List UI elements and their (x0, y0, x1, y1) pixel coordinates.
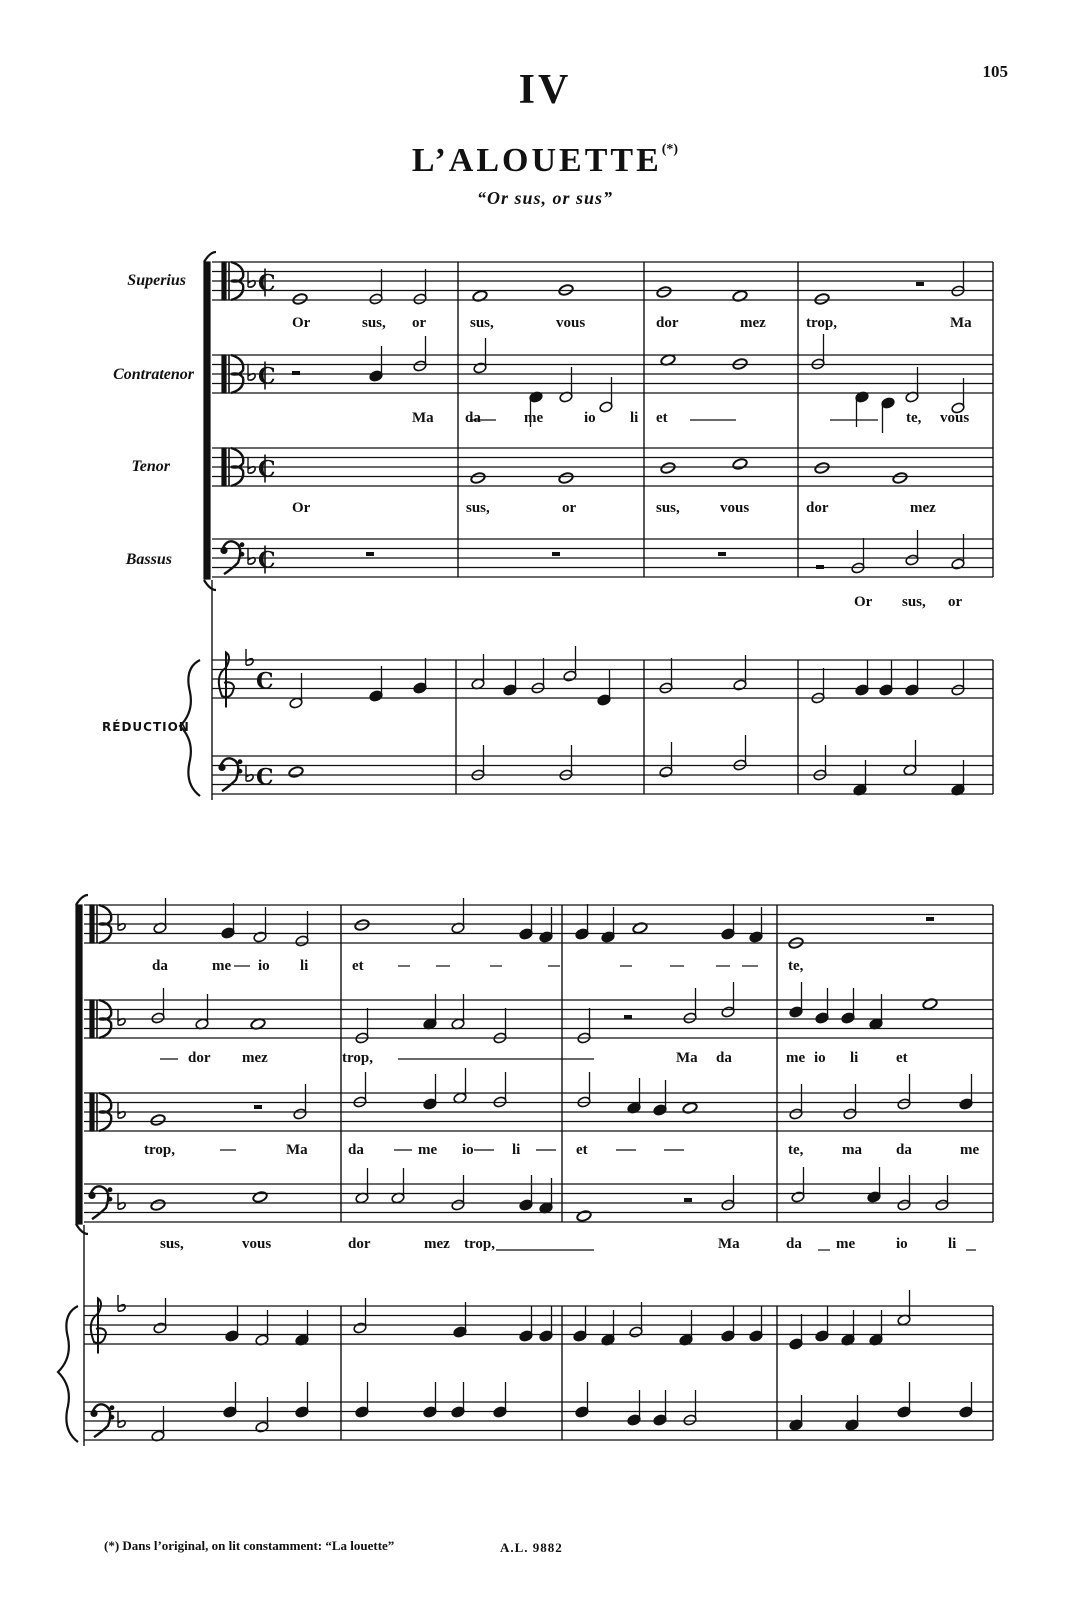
system-bracket (204, 262, 210, 579)
flat-sign (248, 457, 255, 473)
lyric-tenor: da (348, 1142, 364, 1158)
lyric-contratenor: trop, (342, 1050, 373, 1066)
whole-note (558, 472, 574, 485)
rest (926, 917, 934, 921)
quarter-note (423, 1074, 437, 1110)
lyric-superius: dor (656, 315, 679, 331)
flat-sign (248, 364, 255, 380)
flat-sign (118, 1009, 125, 1025)
flat-bowl (118, 1019, 125, 1025)
system-bracket (76, 905, 82, 1224)
c-clef (90, 905, 111, 943)
rest (718, 552, 726, 556)
lyric-tenor: et (576, 1142, 588, 1158)
time-c: C (256, 668, 274, 695)
flat-bowl (248, 281, 255, 287)
whole-note (288, 766, 304, 779)
flat-bowl (118, 1203, 125, 1209)
lyric-superius: vous (556, 315, 586, 331)
lyric-tenor: or (562, 500, 577, 516)
clef-dot (219, 764, 225, 770)
time-signature (256, 669, 274, 695)
lyric-contratenor: da (465, 410, 481, 426)
lyric-bassus: sus, (160, 1236, 184, 1252)
flat-sign (118, 1295, 125, 1311)
piece-subtitle: “Or sus, or sus” (476, 188, 614, 208)
page-number: 105 (982, 62, 1008, 81)
clef-bar (222, 448, 226, 486)
quarter-note (855, 660, 869, 696)
c-clef (90, 1093, 111, 1131)
lyric-tenor: me (418, 1142, 438, 1158)
notehead (576, 1210, 592, 1223)
whole-note (576, 1210, 592, 1223)
lyric-bassus: me (836, 1236, 856, 1252)
notehead (288, 766, 304, 779)
quarter-note (295, 1382, 309, 1418)
lyric-bassus: Ma (718, 1236, 740, 1252)
quarter-note (453, 1302, 467, 1338)
lyric-tenor: te, (788, 1142, 804, 1158)
voice-label-bassus: Bassus (125, 551, 172, 568)
quarter-note (879, 660, 893, 696)
quarter-note (573, 1306, 587, 1342)
title-footnote-mark: (*) (661, 142, 679, 157)
c-clef (222, 262, 243, 300)
staff-superius-2 (84, 905, 993, 943)
c-clef (90, 1000, 111, 1038)
rest (916, 282, 924, 286)
c-clef (222, 355, 243, 393)
lyric-tenor: Or (292, 500, 311, 516)
flat-sign (118, 1411, 125, 1427)
quarter-note (355, 1382, 369, 1418)
half-note (493, 1008, 507, 1044)
lyric-tenor: sus, (656, 500, 680, 516)
flat-sign (118, 1102, 125, 1118)
lyric-contratenor: et (656, 410, 668, 426)
lyric-bassus: Or (854, 594, 873, 610)
flat-sign (118, 1193, 125, 1209)
half-note (295, 911, 309, 947)
quarter-note (627, 1390, 641, 1426)
clef-bar (90, 1093, 94, 1131)
half-note (951, 261, 965, 297)
flat-bowl (118, 1305, 125, 1311)
lyric-bassus: or (948, 594, 963, 610)
quarter-note (881, 397, 895, 433)
clef-dot (110, 1415, 114, 1419)
quarter-note (369, 666, 383, 702)
rest (292, 371, 300, 375)
notehead (292, 293, 308, 306)
lyric-superius: da (152, 958, 168, 974)
footnote: (*) Dans l’original, on lit constamment: “La louette” (104, 1538, 395, 1553)
clef-dot (221, 547, 227, 553)
flat-sign (248, 271, 255, 287)
half-note (629, 1302, 643, 1338)
half-note (791, 1167, 805, 1203)
quarter-note (653, 1080, 667, 1116)
quarter-note (789, 1395, 803, 1431)
half-note (559, 367, 573, 403)
lyric-contratenor: vous (940, 410, 970, 426)
whole-note (660, 462, 676, 475)
notehead (252, 1191, 268, 1204)
staff-reduction-treble-2 (84, 1306, 993, 1344)
clef-dot (238, 769, 242, 773)
treble-clef (91, 1298, 106, 1353)
quarter-note (845, 1395, 859, 1431)
lyric-contratenor: da (716, 1050, 732, 1066)
quarter-note (539, 907, 553, 943)
lyric-tenor: io (462, 1142, 474, 1158)
half-note (153, 898, 167, 934)
flat-bowl (248, 374, 255, 380)
lyric-contratenor: li (850, 1050, 859, 1066)
whole-note (354, 919, 370, 932)
staff-reduction-bass-1 (212, 756, 993, 794)
staff-bassus-2 (84, 1184, 993, 1222)
time-signature (258, 269, 276, 297)
quarter-note (789, 1314, 803, 1350)
flat-sign (246, 765, 253, 781)
breve-note (290, 468, 306, 479)
lyric-bassus: vous (242, 1236, 272, 1252)
flat-sign (118, 914, 125, 930)
clef-dot (89, 1192, 95, 1198)
half-note (897, 1074, 911, 1110)
voice-label-superius: Superius (127, 272, 186, 289)
clef-dot (238, 760, 242, 764)
quarter-note (897, 1382, 911, 1418)
flat-bowl (118, 924, 125, 930)
notehead (814, 293, 830, 306)
whole-note (252, 1191, 268, 1204)
staff-tenor-2 (84, 1093, 993, 1131)
lyric-superius: te, (788, 958, 804, 974)
rest (366, 552, 374, 556)
quarter-note (519, 904, 533, 940)
half-note (451, 898, 465, 934)
notehead (660, 462, 676, 475)
treble-clef (219, 652, 234, 707)
quarter-note (225, 1306, 239, 1342)
whole-note (470, 472, 486, 485)
time-signature (258, 546, 276, 574)
clef-bar (222, 355, 226, 393)
clef-dot (108, 1188, 112, 1192)
quarter-note (841, 988, 855, 1024)
lyric-bassus: da (786, 1236, 802, 1252)
whole-note (150, 1114, 166, 1127)
half-note (453, 1068, 467, 1104)
half-note (659, 742, 673, 778)
lyric-superius: et (352, 958, 364, 974)
clef-dot (240, 552, 244, 556)
lyric-superius: Or (292, 315, 311, 331)
lyric-superius: sus, (362, 315, 386, 331)
time-c: C (258, 270, 276, 297)
lyric-superius: me (212, 958, 232, 974)
quarter-note (493, 1382, 507, 1418)
lyric-bassus: dor (348, 1236, 371, 1252)
clef-bar (222, 262, 226, 300)
half-note (559, 745, 573, 781)
notehead (470, 472, 486, 485)
lyric-tenor: sus, (466, 500, 490, 516)
lyric-superius: or (412, 315, 427, 331)
lyric-contratenor: dor (188, 1050, 211, 1066)
voice-label-contratenor: Contratenor (113, 366, 194, 383)
lyric-contratenor: Ma (412, 410, 434, 426)
lyric-superius: mez (740, 315, 766, 331)
lyric-contratenor: li (630, 410, 639, 426)
whole-note (732, 458, 748, 471)
lyric-superius: Ma (950, 315, 972, 331)
quarter-note (905, 660, 919, 696)
clef-dot (240, 543, 244, 547)
lyric-tenor: vous (720, 500, 750, 516)
rest (684, 1198, 692, 1202)
half-note (471, 745, 485, 781)
staff-superius-1 (212, 262, 993, 300)
quarter-note (223, 1382, 237, 1418)
clef-dot (91, 1410, 97, 1416)
flat-bowl (246, 659, 253, 665)
lyric-contratenor: mez (242, 1050, 268, 1066)
clef-curve (219, 652, 234, 707)
quarter-note (867, 1167, 881, 1203)
whole-note (814, 293, 830, 306)
quarter-note (855, 391, 869, 427)
notehead (732, 458, 748, 471)
staff-contratenor-1 (212, 355, 993, 393)
lyric-tenor: ma (842, 1142, 862, 1158)
lyric-tenor: dor (806, 500, 829, 516)
quarter-note (721, 904, 735, 940)
half-note (413, 336, 427, 372)
half-note (951, 660, 965, 696)
lyric-bassus: sus, (902, 594, 926, 610)
flat-bowl (246, 775, 253, 781)
whole-note (656, 286, 672, 299)
quarter-note (959, 1382, 973, 1418)
time-c: C (258, 363, 276, 390)
half-note (897, 1290, 911, 1326)
quarter-note (653, 1390, 667, 1426)
quarter-note (539, 1306, 553, 1342)
lyric-tenor: Ma (286, 1142, 308, 1158)
rest (624, 1015, 632, 1019)
clef-dot (110, 1406, 114, 1410)
lyric-bassus: li (948, 1236, 957, 1252)
clef-curve (91, 1298, 106, 1353)
quarter-note (503, 660, 517, 696)
lyric-superius: trop, (806, 315, 837, 331)
half-note (599, 377, 613, 413)
plate-number: A.L. 9882 (500, 1540, 563, 1555)
rest (552, 552, 560, 556)
quarter-note (749, 1306, 763, 1342)
flat-bowl (248, 467, 255, 473)
notehead (150, 1114, 166, 1127)
quarter-note (519, 1306, 533, 1342)
half-note (563, 646, 577, 682)
time-c: C (258, 547, 276, 574)
half-note (355, 1168, 369, 1204)
flat-sign (248, 548, 255, 564)
half-note (355, 1008, 369, 1044)
movement-number: IV (518, 67, 572, 113)
notehead (558, 472, 574, 485)
lyric-contratenor: me (524, 410, 544, 426)
whole-note (150, 1199, 166, 1212)
rest (816, 565, 824, 569)
clef-bar (90, 905, 94, 943)
voice-label-tenor: Tenor (131, 458, 170, 475)
quarter-note (575, 904, 589, 940)
half-note (253, 907, 267, 943)
half-note (905, 367, 919, 403)
lyric-contratenor: io (814, 1050, 826, 1066)
lyric-tenor: li (512, 1142, 521, 1158)
quarter-note (451, 1382, 465, 1418)
notehead (892, 472, 908, 485)
staff-contratenor-2 (84, 1000, 993, 1038)
flat-bowl (118, 1421, 125, 1427)
lyric-bassus: mez (424, 1236, 450, 1252)
lyric-superius: io (258, 958, 270, 974)
lyric-bassus: trop, (464, 1236, 495, 1252)
lyric-contratenor: Ma (676, 1050, 698, 1066)
staff-bassus-1 (212, 539, 993, 577)
lyric-tenor: mez (910, 500, 936, 516)
notehead (656, 286, 672, 299)
quarter-note (423, 1382, 437, 1418)
voice-label-reduction: RÉDUCTION (102, 720, 190, 734)
quarter-note (627, 1078, 641, 1114)
quarter-note (959, 1074, 973, 1110)
quarter-note (575, 1382, 589, 1418)
lyric-tenor: da (896, 1142, 912, 1158)
lyric-tenor: me (960, 1142, 980, 1158)
notehead (354, 919, 370, 932)
lyric-bassus: io (896, 1236, 908, 1252)
clef-dot (108, 1197, 112, 1201)
flat-bowl (248, 558, 255, 564)
quarter-note (815, 988, 829, 1024)
whole-note (814, 462, 830, 475)
half-note (851, 538, 865, 574)
c-clef (222, 448, 243, 486)
quarter-note (815, 1306, 829, 1342)
half-note (813, 745, 827, 781)
quarter-note (413, 658, 427, 694)
piece-title-text: L’ALOUETTE (411, 142, 662, 179)
notehead (150, 1199, 166, 1212)
lyric-superius: li (300, 958, 309, 974)
lyric-contratenor: et (896, 1050, 908, 1066)
lyric-tenor: trop, (144, 1142, 175, 1158)
lyric-contratenor: io (584, 410, 596, 426)
quarter-note (221, 903, 235, 939)
flat-bowl (118, 1112, 125, 1118)
time-signature (258, 455, 276, 483)
clef-bar (90, 1000, 94, 1038)
staff-tenor-1 (212, 448, 993, 486)
notehead (814, 462, 830, 475)
half-note (903, 740, 917, 776)
half-note (473, 338, 487, 374)
time-signature (258, 362, 276, 390)
lyric-contratenor: te, (906, 410, 922, 426)
lyric-superius: sus, (470, 315, 494, 331)
flat-sign (246, 649, 253, 665)
time-c: C (258, 456, 276, 483)
rest (254, 1105, 262, 1109)
time-signature (256, 765, 274, 791)
half-note (391, 1168, 405, 1204)
half-note (811, 668, 825, 704)
half-note (577, 1008, 591, 1044)
reduction-brace (180, 660, 200, 796)
lyric-contratenor: me (786, 1050, 806, 1066)
quarter-note (721, 1306, 735, 1342)
whole-note (892, 472, 908, 485)
staff-reduction-treble-1 (212, 660, 993, 698)
time-c: C (256, 764, 274, 791)
reduction-brace (58, 1306, 78, 1442)
quarter-note (601, 907, 615, 943)
quarter-note (749, 907, 763, 943)
whole-note (292, 293, 308, 306)
